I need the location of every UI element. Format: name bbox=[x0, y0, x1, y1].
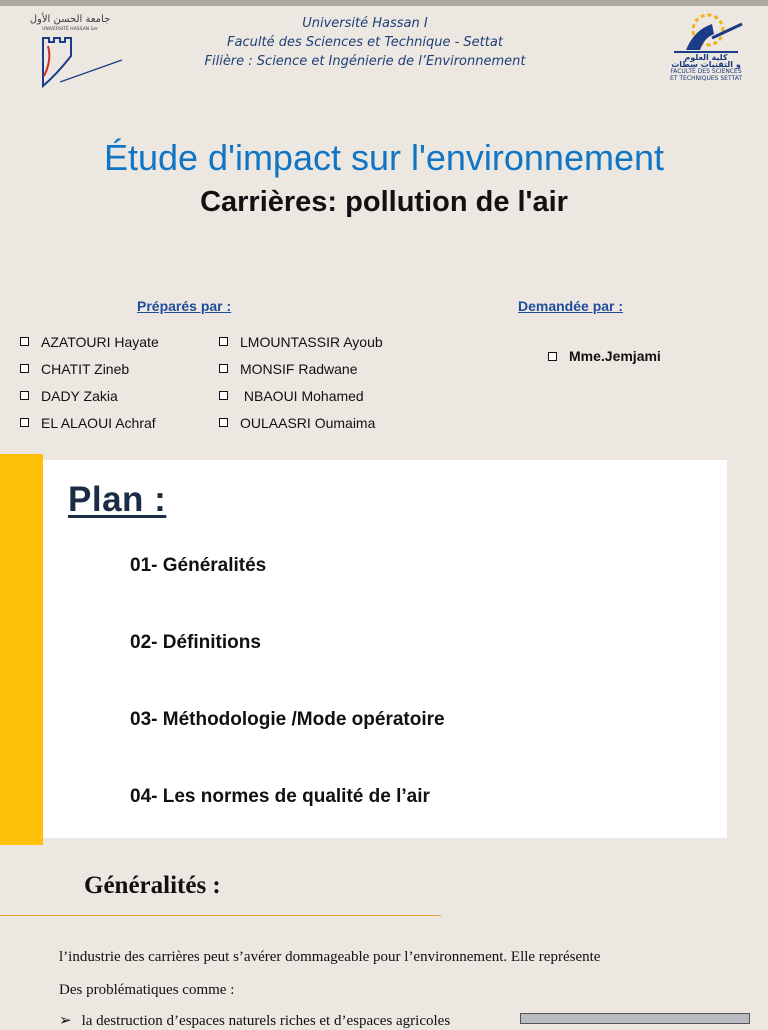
authors-column-2 bbox=[219, 328, 383, 436]
requested-by-item bbox=[548, 348, 661, 364]
top-bar bbox=[0, 0, 768, 6]
section-bullet bbox=[59, 1011, 450, 1030]
author-name: NBAOUI Mohamed bbox=[240, 387, 364, 404]
author-name: LMOUNTASSIR Ayoub bbox=[240, 333, 383, 350]
section-divider bbox=[0, 915, 441, 916]
checkbox-bullet-icon bbox=[20, 391, 29, 400]
plan-item: 02- Définitions bbox=[130, 632, 261, 653]
logo-caption-fr1: FACULTÉ DES SCIENCES bbox=[670, 68, 742, 75]
author-name: AZATOURI Hayate bbox=[41, 333, 159, 350]
university-logo bbox=[10, 12, 130, 92]
page-subtitle: Carrières: pollution de l'air bbox=[200, 186, 568, 218]
author-name: MONSIF Radwane bbox=[240, 360, 358, 377]
checkbox-bullet-icon bbox=[20, 337, 29, 346]
requested-by-name: Mme.Jemjami bbox=[569, 348, 661, 364]
plan-item: 03- Méthodologie /Mode opératoire bbox=[130, 709, 445, 730]
plan-item: 04- Les normes de qualité de l’air bbox=[130, 786, 430, 807]
author-item bbox=[219, 355, 383, 382]
prepared-by-label: Préparés par : bbox=[137, 298, 232, 314]
checkbox-bullet-icon bbox=[219, 391, 228, 400]
section-bullet-text: la destruction d’espaces naturels riches et d’espaces agricoles bbox=[81, 1013, 451, 1029]
author-item bbox=[20, 409, 159, 436]
logo-caption-fr2: ET TECHNIQUES SETTAT bbox=[669, 75, 743, 82]
checkbox-bullet-icon bbox=[20, 364, 29, 373]
logo-caption-ar1: كلية العلوم bbox=[684, 53, 728, 62]
requested-by-label: Demandée par : bbox=[518, 298, 624, 314]
section-paragraph-line: l’industrie des carrières peut s’avérer dommageable pour l’environnement. Elle représente bbox=[59, 949, 601, 965]
plan-title: Plan : bbox=[68, 480, 167, 519]
author-name: DADY Zakia bbox=[41, 387, 118, 404]
page-title: Étude d'impact sur l'environnement bbox=[103, 137, 665, 178]
authors-column-1 bbox=[20, 328, 159, 436]
faculty-name: Faculté des Sciences et Technique - Settat bbox=[227, 35, 503, 50]
program-name: Filière : Science et Ingénierie de l’Environnement bbox=[204, 54, 526, 69]
university-name: Université Hassan I bbox=[302, 16, 428, 31]
author-item bbox=[20, 355, 159, 382]
author-item bbox=[219, 328, 383, 355]
author-name: EL ALAOUI Achraf bbox=[41, 414, 156, 431]
author-name: CHATIT Zineb bbox=[41, 360, 130, 377]
checkbox-bullet-icon bbox=[219, 364, 228, 373]
section-title: Généralités : bbox=[84, 872, 221, 899]
author-item bbox=[20, 328, 159, 355]
university-header bbox=[150, 14, 580, 71]
logo-latin-text: UNIVERSITÉ HASSAN 1er bbox=[42, 27, 98, 32]
checkbox-bullet-icon bbox=[219, 418, 228, 427]
accent-bar bbox=[0, 454, 43, 845]
author-item bbox=[20, 382, 159, 409]
arrow-bullet-icon: ➢ bbox=[59, 1013, 72, 1029]
author-name: OULAASRI Oumaima bbox=[240, 414, 376, 431]
section-paragraph-line: Des problématiques comme : bbox=[59, 982, 235, 998]
logo-caption-ar2: و التقنيات سطات bbox=[671, 60, 741, 69]
plan-item: 01- Généralités bbox=[130, 555, 267, 576]
section-image bbox=[520, 1013, 750, 1024]
author-item bbox=[219, 409, 383, 436]
author-item bbox=[219, 382, 383, 409]
faculty-logo bbox=[656, 8, 756, 90]
checkbox-bullet-icon bbox=[548, 352, 557, 361]
checkbox-bullet-icon bbox=[20, 418, 29, 427]
logo-arabic-text: جامعة الحسن الأول bbox=[29, 14, 111, 25]
checkbox-bullet-icon bbox=[219, 337, 228, 346]
